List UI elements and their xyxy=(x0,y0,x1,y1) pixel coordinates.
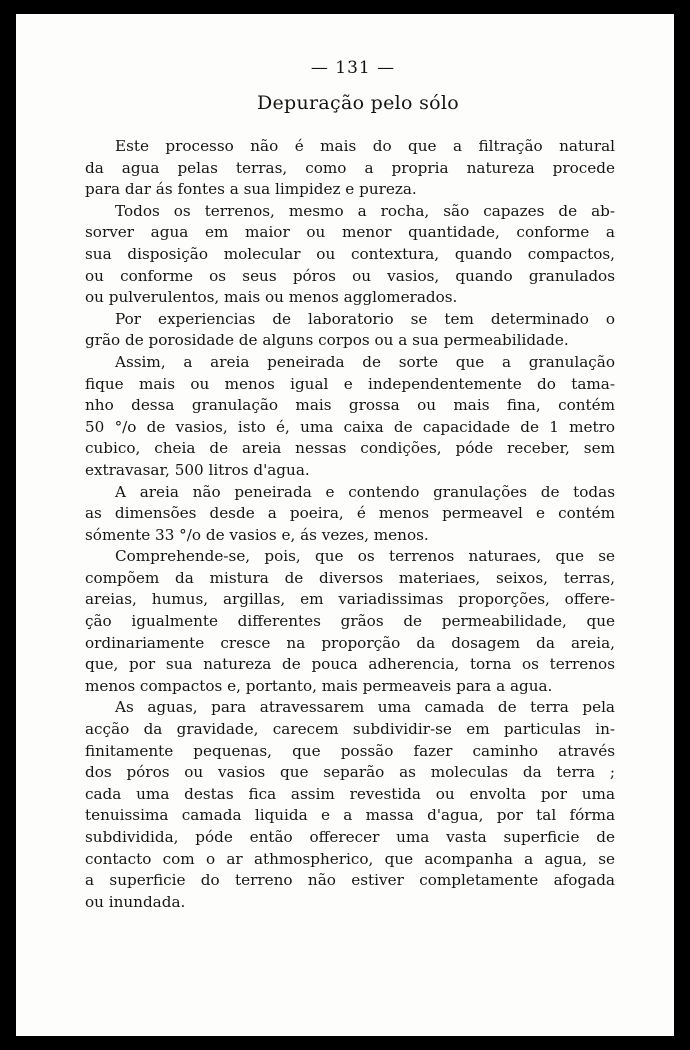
paragraph xyxy=(85,201,615,309)
section-heading: Depuração pelo sólo xyxy=(256,92,460,114)
text-line: Comprehende-se, pois, que os terrenos naturaes, que se xyxy=(115,547,615,566)
text-line: dos póros ou vasios que separão as moleculas da terra ; xyxy=(85,763,615,782)
text-line: contacto com o ar athmospherico, que acompanha a agua, se xyxy=(85,849,615,868)
text-line: a superficie do terreno não estiver completamente afogada xyxy=(85,871,615,890)
paragraph xyxy=(85,309,615,352)
body-text xyxy=(85,136,615,913)
text-line: as dimensões desde a poeira, é menos permeavel e contém xyxy=(85,504,615,523)
paragraph xyxy=(85,546,615,697)
text-line: finitamente pequenas, que possão fazer caminho através xyxy=(85,741,615,760)
text-line: Todos os terrenos, mesmo a rocha, são capazes de ab- xyxy=(115,201,615,220)
text-line: ou conforme os seus póros ou vasios, quando granulados xyxy=(85,266,615,285)
text-line: ção igualmente differentes grãos de permeabilidade, que xyxy=(85,612,615,631)
text-line: sómente 33 °/o de vasios e, ás vezes, menos. xyxy=(85,525,429,544)
text-line: 50 °/o de vasios, isto é, uma caixa de capacidade de 1 metro xyxy=(85,417,615,436)
paragraph xyxy=(85,482,615,547)
text-line: areias, humus, argillas, em variadissimas proporções, offere- xyxy=(85,590,615,609)
text-line: cada uma destas fica assim revestida ou envolta por uma xyxy=(85,784,615,803)
text-line: Por experiencias de laboratorio se tem determinado o xyxy=(115,309,615,328)
text-line: ou pulverulentos, mais ou menos agglomerados. xyxy=(85,288,458,307)
text-line: tenuissima camada liquida e a massa d'agua, por tal fórma xyxy=(85,806,615,825)
page-content xyxy=(85,58,615,913)
page-number: — 131 — xyxy=(310,58,396,78)
text-line: para dar ás fontes a sua limpidez e pureza. xyxy=(85,180,417,199)
paragraph xyxy=(85,697,615,913)
text-line: Este processo não é mais do que a filtração natural xyxy=(115,137,615,155)
text-line: da agua pelas terras, como a propria natureza procede xyxy=(85,158,615,177)
text-line: As aguas, para atravessarem uma camada de terra pela xyxy=(115,698,615,717)
paragraph xyxy=(85,136,615,201)
book-page xyxy=(16,14,674,1036)
text-line: extravasar, 500 litros d'agua. xyxy=(85,460,310,479)
text-line: A areia não peneirada e contendo granulações de todas xyxy=(115,482,615,501)
text-line: ordinariamente cresce na proporção da dosagem da areia, xyxy=(85,633,615,652)
text-line: nho dessa granulação mais grossa ou mais fina, contém xyxy=(85,396,615,415)
text-line: sua disposição molecular ou contextura, quando compactos, xyxy=(85,244,615,263)
text-line: cubico, cheia de areia nessas condições, póde receber, sem xyxy=(85,439,615,458)
text-line: que, por sua natureza de pouca adherencia, torna os terrenos xyxy=(85,655,615,674)
text-line: ou inundada. xyxy=(85,892,186,911)
text-line: Assim, a areia peneirada de sorte que a granulação xyxy=(115,352,615,371)
text-line: acção da gravidade, carecem subdividir-se em particulas in- xyxy=(85,720,615,739)
text-line: grão de porosidade de alguns corpos ou a sua permeabilidade. xyxy=(85,331,569,350)
text-line: menos compactos e, portanto, mais permeaveis para a agua. xyxy=(85,676,553,695)
text-line: sorver agua em maior ou menor quantidade, conforme a xyxy=(85,223,615,242)
text-line: subdividida, póde então offerecer uma vasta superficie de xyxy=(85,828,615,846)
text-line: compõem da mistura de diversos materiaes, seixos, terras, xyxy=(85,568,615,587)
paragraph xyxy=(85,352,615,482)
text-line: fique mais ou menos igual e independentemente do tama- xyxy=(85,374,615,393)
